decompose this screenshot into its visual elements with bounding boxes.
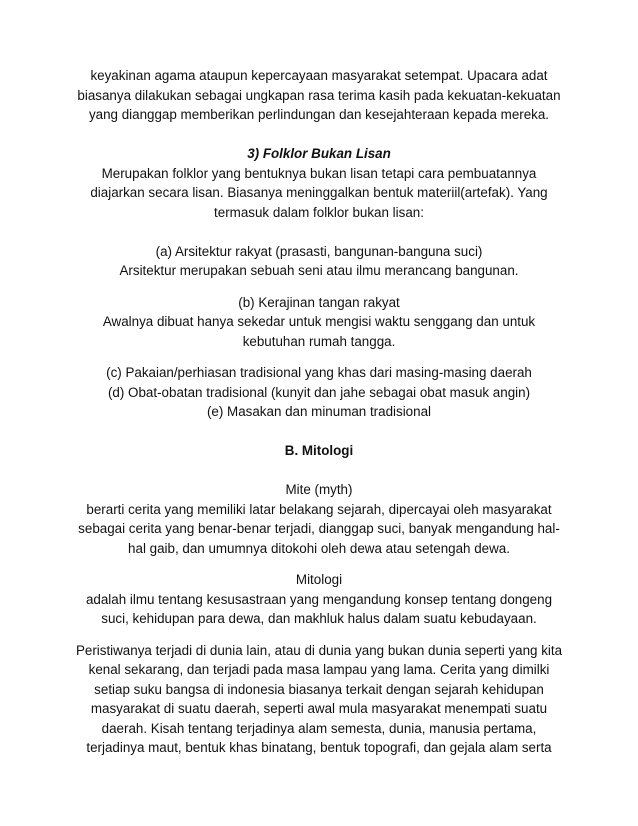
mite-paragraph (62, 480, 576, 558)
text-line: sebagai cerita yang benar-benar terjadi, dianggap suci, banyak mengandung hal- (78, 521, 560, 536)
text-line: Merupakan folklor yang bentuknya bukan lisan tetapi cara pembuatannya (101, 165, 537, 181)
item-c: (c) Pakaian/perhiasan tradisional yang khas dari masing-masing daerah (106, 365, 532, 380)
item-b-title: (b) Kerajinan tangan rakyat (238, 294, 400, 310)
text-line: Peristiwanya terjadi di dunia lain, atau di dunia yang bukan dunia seperti yang kita (75, 642, 563, 658)
item-a (62, 242, 576, 281)
text-line: diajarkan secara lisan. Biasanya meninggalkan bentuk materiil(artefak). Yang (90, 185, 548, 200)
item-a-description: Arsitektur merupakan sebuah seni atau ilmu merancang bangunan. (119, 263, 519, 278)
text-line: adalah ilmu tentang kesusastraan yang mengandung konsep tentang dongeng (85, 591, 553, 607)
text-line: termasuk dalam folklor bukan lisan: (214, 204, 424, 220)
intro-paragraph (62, 66, 576, 125)
items-c-d-e (62, 363, 576, 422)
section-heading-mitologi: B. Mitologi (284, 443, 354, 458)
text-line: berarti cerita yang memiliki latar belakang sejarah, dipercayai oleh masyarakat (86, 501, 552, 517)
mitologi-paragraph (62, 570, 576, 629)
text-line: setiap suku bangsa di indonesia biasanya terkait dengan sejarah kehidupan (94, 681, 544, 697)
text-line: keyakinan agama ataupun kepercayaan masyarakat setempat. Upacara adat (90, 68, 548, 83)
text-line: daerah. Kisah tentang terjadinya alam semesta, dunia, manusia pertama, (101, 720, 537, 736)
item-d: (d) Obat-obatan tradisional (kunyit dan jahe sebagai obat masuk angin) (107, 384, 531, 400)
item-a-title: (a) Arsitektur rakyat (prasasti, bangunan-banguna suci) (155, 243, 483, 259)
text-line: hal gaib, dan umumnya ditokohi oleh dewa atau setengah dewa. (128, 540, 510, 556)
peristiwa-paragraph (62, 641, 576, 758)
section-heading-folklor-bukan-lisan: 3) Folklor Bukan Lisan (247, 146, 391, 161)
text-line: terjadinya maut, bentuk khas binatang, bentuk topografi, dan gejala alam serta (86, 740, 552, 755)
item-e: (e) Masakan dan minuman tradisional (206, 404, 432, 419)
text-line: kenal sekarang, dan terjadi pada masa lampau yang lama. Cerita yang dimilki (88, 662, 550, 677)
item-b-description: Awalnya dibuat hanya sekedar untuk mengisi waktu senggang dan untuk (102, 314, 536, 329)
folklor-bukan-lisan-paragraph (62, 164, 576, 223)
text-line: yang dianggap memberikan perlindungan dan kesejahteraan kepada mereka. (88, 107, 550, 122)
item-b-description: kebutuhan rumah tangga. (242, 333, 396, 349)
mite-term: Mite (myth) (285, 482, 353, 497)
item-b (62, 293, 576, 352)
mitologi-term: Mitologi (295, 572, 343, 587)
text-line: masyarakat di suatu daerah, seperti awal mula masyarakat menempati suatu (90, 701, 548, 716)
document-page (62, 66, 576, 758)
text-line: biasanya dilakukan sebagai ungkapan rasa terima kasih pada kekuatan-kekuatan (77, 87, 561, 103)
text-line: suci, kehidupan para dewa, dan makhluk halus dalam suatu kebudayaan. (101, 611, 537, 626)
